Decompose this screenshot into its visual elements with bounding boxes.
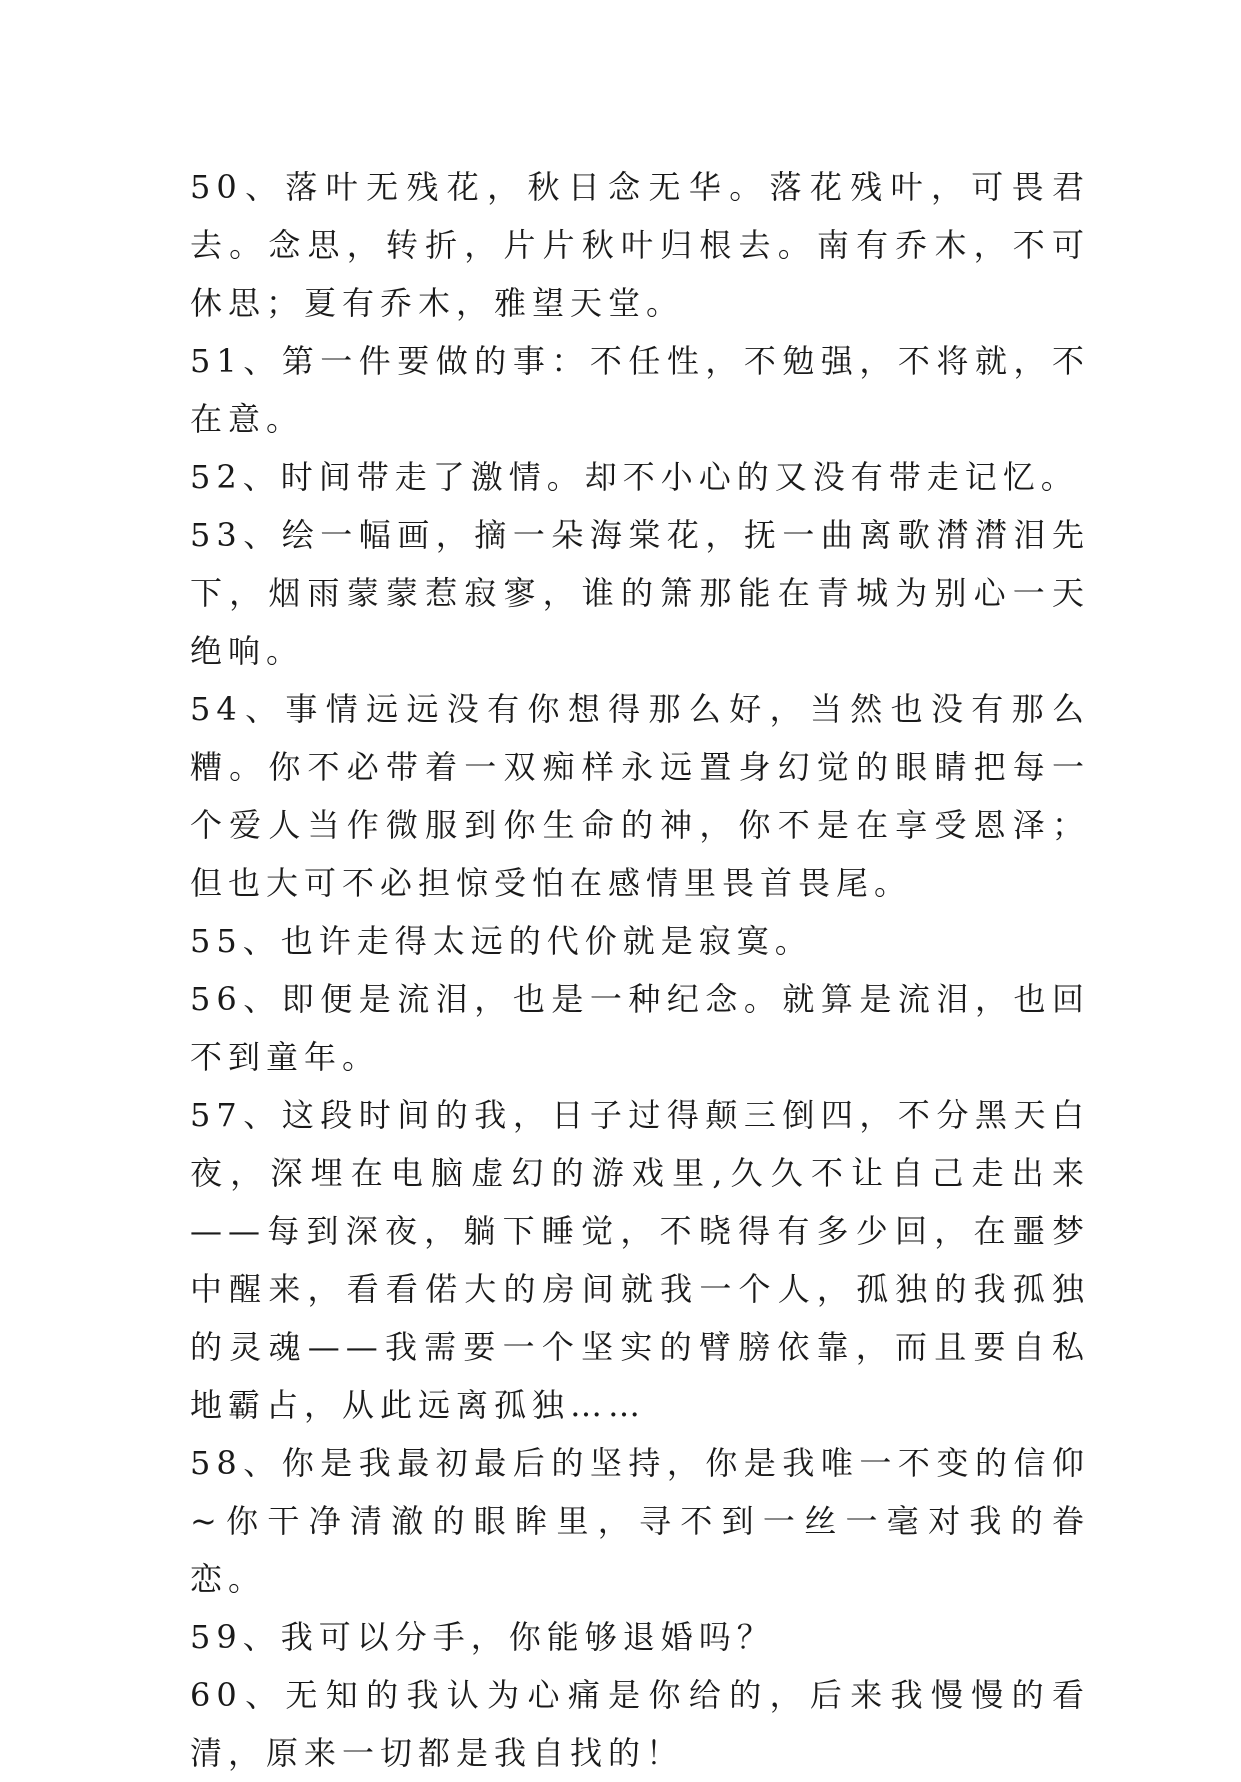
quote-entry-55: 55、也许走得太远的代价就是寂寞。 [190, 922, 813, 960]
quote-entry-60: 60、无知的我认为心痛是你给的，后来我慢慢的看清，原来一切都是我自找的！ [190, 1676, 1090, 1772]
quote-entry-58: 58、你是我最初最后的坚持，你是我唯一不变的信仰~你干净清澈的眼眸里，寻不到一丝一毫对我的眷恋。 [190, 1444, 1090, 1598]
quote-entry-54: 54、事情远远没有你想得那么好，当然也没有那么糟。你不必带着一双痴样永远置身幻觉的眼睛把每一个爱人当作微服到你生命的神，你不是在享受恩泽；但也大可不必担惊受怕在感情里畏首畏尾。 [190, 690, 1090, 902]
quote-entry-53: 53、绘一幅画，摘一朵海棠花，抚一曲离歌潸潸泪先下，烟雨蒙蒙惹寂寥，谁的箫那能在青城为别心一天绝响。 [190, 516, 1090, 670]
quote-entry-52: 52、时间带走了激情。却不小心的又没有带走记忆。 [190, 458, 1079, 496]
quote-entry-51: 51、第一件要做的事：不任性，不勉强，不将就，不在意。 [190, 342, 1090, 438]
quote-entry-50: 50、落叶无残花，秋日念无华。落花残叶，可畏君去。念思，转折，片片秋叶归根去。南有乔木，不可休思；夏有乔木，雅望天堂。 [190, 168, 1090, 322]
quote-entry-57: 57、这段时间的我，日子过得颠三倒四，不分黑天白夜，深埋在电脑虚幻的游戏里,久久不让自己走出来——每到深夜，躺下睡觉，不晓得有多少回，在噩梦中醒来，看看偌大的房间就我一个人，孤独的我孤独的灵魂——我需要一个坚实的臂膀依靠，而且要自私地霸占，从此远离孤独…… [190, 1096, 1090, 1424]
quote-entry-56: 56、即便是流泪，也是一种纪念。就算是流泪，也回不到童年。 [190, 980, 1090, 1076]
quote-entry-59: 59、我可以分手，你能够退婚吗？ [190, 1618, 775, 1656]
quote-list [190, 158, 1090, 1782]
